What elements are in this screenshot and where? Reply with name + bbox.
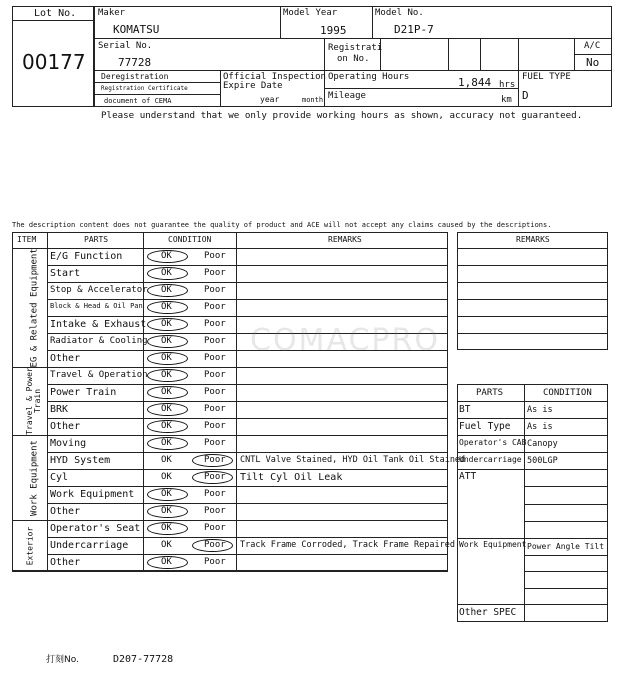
lot-label: Lot No. [34,8,77,19]
hours-label: Operating Hours [328,72,410,82]
ok-option[interactable]: OK [161,506,172,516]
ok-selected-circle [147,505,188,518]
poor-option[interactable]: Poor [204,489,226,499]
poor-option[interactable]: Poor [204,251,226,261]
ac-label: A/C [584,41,601,51]
ok-selected-circle [147,284,188,297]
model-no-value: D21P-7 [394,23,434,36]
part-name: BRK [50,404,69,415]
ok-option[interactable]: OK [161,557,172,567]
stamp-value: D207-77728 [113,654,174,665]
maker-label: Maker [98,8,126,18]
model-year-label: Model Year [283,8,338,18]
km-unit: km [501,95,512,105]
inspection-label: Official Inspection [223,72,326,82]
mileage-label: Mileage [328,91,366,101]
serial-value: 77728 [118,56,152,69]
poor-option[interactable]: Poor [204,387,226,397]
part-name: Other [50,506,81,517]
group-label: Exterior [25,526,34,565]
col-remarks-header: REMARKS [328,235,362,244]
ok-option[interactable]: OK [161,404,172,414]
col-parts-header: PARTS [84,235,109,244]
stamp-label: 打刻No. [46,655,79,665]
model-no-label: Model No. [375,8,424,18]
month-label: month [302,96,324,104]
deregistration-label: Deregistration [101,72,169,81]
disclaimer: The description content does not guarantee the quality of product and ACE will not accept any claims caused by the descriptions. [12,221,552,229]
part-name: Power Train [50,387,117,398]
ok-selected-circle [147,267,188,280]
poor-option[interactable]: Poor [204,421,226,431]
ok-selected-circle [147,301,188,314]
spec-part: Fuel Type [459,421,511,432]
part-name: Moving [50,438,87,449]
spec-value: Canopy [527,439,558,449]
spec-part: Operator's CAB [459,438,527,447]
ok-option[interactable]: OK [161,268,172,278]
ok-selected-circle [147,488,188,501]
spec-part: BT [459,404,471,415]
poor-option[interactable]: Poor [204,404,226,414]
hrs-unit: hrs [499,80,516,90]
remark-text: Track Frame Corroded, Track Frame Repaired [240,540,455,550]
registration-certificate-label: Registration Certificate [101,85,188,92]
ok-selected-circle [147,318,188,331]
ok-selected-circle [147,250,188,263]
poor-selected-circle [192,539,233,552]
poor-option[interactable]: Poor [204,336,226,346]
part-name: Other [50,353,81,364]
spec-value: 500LGP [527,456,558,466]
part-name: Start [50,268,81,279]
serial-label: Serial No. [98,41,153,51]
part-name: Other [50,421,81,432]
ok-option[interactable]: OK [161,302,172,312]
spec-part: Work Equipment [459,540,527,549]
registration-label-2: on No. [337,54,370,64]
maker-value: KOMATSU [113,23,160,36]
ok-option[interactable]: OK [161,285,172,295]
part-name: Work Equipment [50,489,135,500]
ok-option[interactable]: OK [161,472,172,482]
ok-option[interactable]: OK [161,540,172,550]
part-name: Cyl [50,472,69,483]
remark-text: CNTL Valve Stained, HYD Oil Tank Oil Stained [240,455,466,465]
group-label: Travel & Power Train [25,367,42,435]
lot-number: 00177 [22,50,86,74]
part-name: HYD System [50,455,111,466]
part-name: E/G Function [50,251,123,262]
registration-label: Registrati [328,43,383,53]
year-label: year [260,95,280,104]
ok-option[interactable]: OK [161,370,172,380]
ok-selected-circle [147,522,188,535]
part-name: Stop & Accelerator [50,285,148,295]
col-item-header: ITEM [17,235,37,244]
poor-option[interactable]: Poor [204,438,226,448]
part-name: Other [50,557,81,568]
spec-part: Other SPEC [459,607,517,618]
group-label: Work Equipment [29,439,39,516]
ok-selected-circle [147,335,188,348]
ok-selected-circle [147,403,188,416]
poor-option[interactable]: Poor [204,319,226,329]
poor-selected-circle [192,471,233,484]
poor-option[interactable]: Poor [204,353,226,363]
ok-selected-circle [147,352,188,365]
ok-selected-circle [147,437,188,450]
poor-option[interactable]: Poor [204,540,226,550]
hours-value: 1,844 [458,76,492,89]
part-name: Undercarriage [50,540,129,551]
part-name: Radiator & Cooling [50,336,148,346]
ac-value: No [586,56,600,69]
ok-option[interactable]: OK [161,523,172,533]
spec-value: As is [527,405,553,415]
accuracy-note: Please understand that we only provide working hours as shown, accuracy not guaranteed. [101,110,583,121]
poor-option[interactable]: Poor [204,523,226,533]
poor-option[interactable]: Poor [204,285,226,295]
part-name: Travel & Operation [50,370,148,380]
ok-option[interactable]: OK [161,421,172,431]
part-name: Operator's Seat [50,523,141,534]
spec-value: As is [527,422,553,432]
ok-option[interactable]: OK [161,319,172,329]
ok-option[interactable]: OK [161,455,172,465]
poor-option[interactable]: Poor [204,506,226,516]
ok-selected-circle [147,556,188,569]
part-name: Intake & Exhaust [50,319,147,330]
spec-value: Power Angle Tilt [527,542,605,551]
group-label: EG & Related Equipment [29,247,39,367]
fuel-type-value: D [522,89,529,102]
poor-option[interactable]: Poor [204,268,226,278]
remark-text: Tilt Cyl Oil Leak [240,472,343,483]
ok-selected-circle [147,420,188,433]
poor-option[interactable]: Poor [204,370,226,380]
ok-option[interactable]: OK [161,336,172,346]
watermark: COMACPRO [250,323,440,358]
part-name: Block & Head & Oil Pan [50,302,143,310]
cema-label: document of CEMA [104,97,172,105]
ok-option[interactable]: OK [161,251,172,261]
poor-option[interactable]: Poor [204,455,226,465]
col-condition-header: CONDITION [168,235,212,244]
model-year-value: 1995 [320,24,347,37]
poor-selected-circle [192,454,233,467]
poor-option[interactable]: Poor [204,557,226,567]
right-remarks-header: REMARKS [516,235,550,244]
inspection-label-2: Expire Date [223,81,283,91]
spec-part: ATT [459,471,477,482]
poor-option[interactable]: Poor [204,302,226,312]
spec-part: Undercarriage [459,455,522,464]
ok-option[interactable]: OK [161,353,172,363]
ok-option[interactable]: OK [161,438,172,448]
spec-condition-header: CONDITION [543,388,592,398]
fuel-type-label: FUEL TYPE [522,72,571,82]
poor-option[interactable]: Poor [204,472,226,482]
ok-option[interactable]: OK [161,489,172,499]
ok-selected-circle [147,369,188,382]
ok-option[interactable]: OK [161,387,172,397]
ok-selected-circle [147,386,188,399]
spec-parts-header: PARTS [476,388,504,398]
